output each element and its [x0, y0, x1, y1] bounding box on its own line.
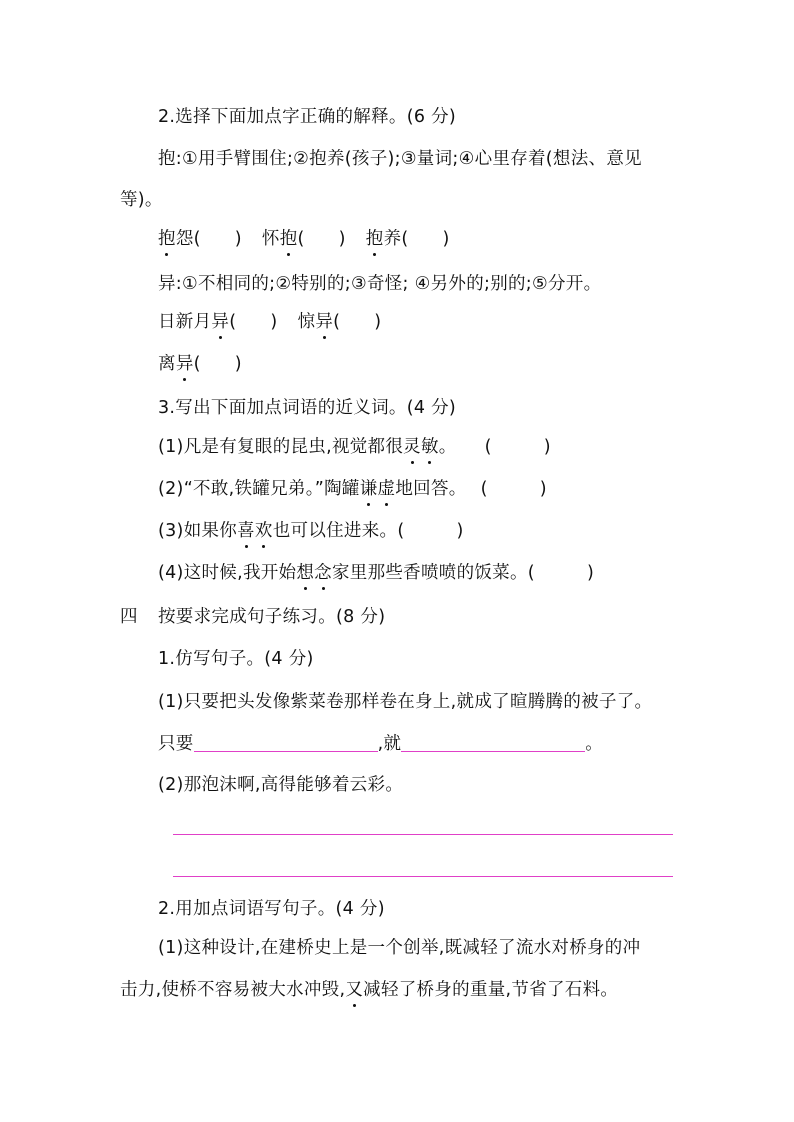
bao-definitions: 抱:①用手臂围住;②抱养(孩子);③量词;④心里存着(想法、意见 [158, 149, 642, 169]
q3-item-2: (2)“不敢,铁罐兄弟。”陶罐谦虚地回答。 ( ) [158, 479, 547, 499]
q3-item-3: (3)如果你喜欢也可以住进来。( ) [158, 521, 464, 541]
answer-underline[interactable] [401, 733, 585, 752]
s4q1-item-1: (1)只要把头发像紫菜卷那样卷在身上,就成了暄腾腾的被子了。 [158, 692, 653, 712]
bao-definitions-cont: 等)。 [120, 190, 163, 210]
q3-item-4: (4)这时候,我开始想念家里那些香喷喷的饭菜。( ) [158, 563, 595, 583]
section-4-title: 按要求完成句子练习。(8 分) [158, 607, 386, 627]
imitation-fill-row: 只要 ,就 。 [158, 734, 604, 754]
bao-item-2: 怀抱( ) [261, 229, 346, 249]
answer-line[interactable] [173, 834, 673, 835]
answer-line[interactable] [173, 876, 673, 877]
yi-item-3: 离异( ) [158, 354, 242, 374]
bao-item-3: 抱养( ) [365, 229, 450, 249]
s4q2-item-1-cont: 击力,使桥不容易被大水冲毁,又减轻了桥身的重量,节省了石料。 [120, 980, 619, 1000]
section-4-number: 四 [120, 607, 138, 627]
yi-items-row [158, 310, 381, 334]
q3-item-1: (1)凡是有复眼的昆虫,视觉都很灵敏。 ( ) [158, 437, 551, 457]
s4q1-item-2: (2)那泡沫啊,高得能够着云彩。 [158, 775, 404, 795]
q3-title: 3.写出下面加点词语的近义词。(4 分) [158, 398, 457, 418]
s4q2-item-1: (1)这种设计,在建桥史上是一个创举,既减轻了流水对桥身的冲 [158, 938, 641, 958]
yi-item-1: 日新月异( ) [158, 312, 278, 332]
s4q1-title: 1.仿写句子。(4 分) [158, 649, 314, 669]
s4q2-title: 2.用加点词语写句子。(4 分) [158, 899, 385, 919]
bao-item-1: 抱怨( ) [158, 229, 242, 249]
answer-underline[interactable] [194, 733, 378, 752]
yi-definitions: 异:①不相同的;②特别的;③奇怪; ④另外的;别的;⑤分开。 [158, 274, 602, 294]
bao-items-row [158, 227, 450, 251]
yi-item-2: 惊异( ) [297, 312, 382, 332]
q2-title: 2.选择下面加点字正确的解释。(6 分) [158, 107, 457, 127]
